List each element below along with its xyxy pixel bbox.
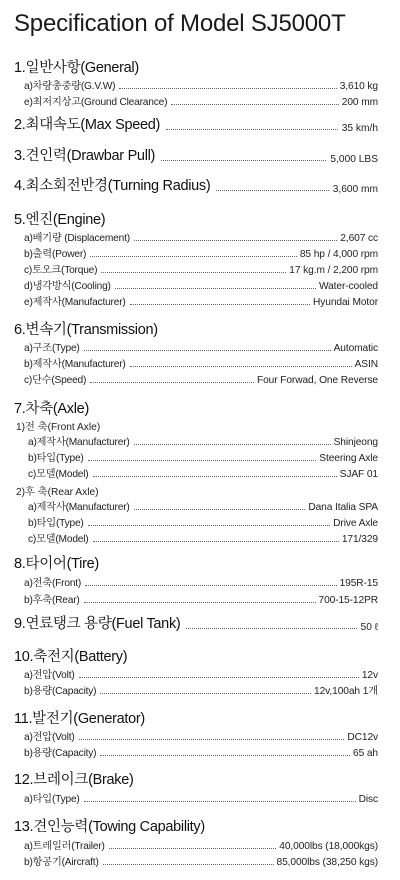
leader-dots	[84, 801, 356, 802]
spec-label: b)타입(Type)	[28, 453, 84, 464]
leader-dots	[90, 382, 254, 383]
spec-value: 3,600 mm	[332, 184, 378, 195]
leader-dots	[84, 350, 331, 351]
leader-dots	[130, 366, 352, 367]
spec-value: 5,000 LBS	[330, 154, 378, 165]
spec-row-front-type	[28, 448, 378, 464]
section-fuel-tank-heading: 9.연료탱크 용량(Fuel Tank)	[14, 616, 181, 632]
spec-label: e)최저지상고(Ground Clearance)	[24, 97, 168, 108]
spec-value: Drive Axle	[333, 518, 378, 529]
leader-dots	[103, 864, 274, 865]
spec-drawbar-pull	[14, 147, 378, 165]
spec-row-tire-front	[24, 573, 378, 589]
page-title: Specification of Model SJ5000T	[14, 10, 346, 37]
spec-label: a)전압(Volt)	[24, 670, 75, 681]
spec-value: 40,000lbs (18,000kgs)	[279, 841, 378, 852]
section-brake-heading: 12.브레이크(Brake)	[14, 772, 134, 788]
spec-row-rear-type	[28, 513, 378, 529]
leader-dots	[100, 755, 350, 756]
spec-row-front-manufacturer	[28, 432, 378, 448]
spec-value: 85,000lbs (38,250 kgs)	[276, 857, 378, 868]
spec-row-front-model	[28, 464, 378, 480]
spec-label: b)항공기(Aircraft)	[24, 857, 99, 868]
leader-dots	[88, 460, 317, 461]
spec-value: Water-cooled	[318, 281, 378, 292]
spec-value: 2,607 cc	[340, 233, 378, 244]
spec-label: b)출력(Power)	[24, 249, 87, 260]
leader-dots	[85, 585, 337, 586]
spec-row-displacement	[24, 228, 378, 244]
spec-label: a)배기량 (Displacement)	[24, 233, 130, 244]
spec-value: 65 ah	[353, 748, 378, 759]
spec-label: a)구조(Type)	[24, 343, 80, 354]
leader-dots	[79, 677, 359, 678]
section-transmission-heading: 6.변속기(Transmission)	[14, 322, 158, 338]
section-axle-heading: 7.차축(Axle)	[14, 401, 89, 417]
spec-label: a)차량총중량(G.V.W)	[24, 81, 116, 92]
spec-label: a)전축(Front)	[24, 578, 82, 589]
spec-row-torque	[24, 260, 378, 276]
leader-dots	[93, 541, 339, 542]
leader-dots	[186, 628, 356, 629]
spec-value: DC12v	[347, 732, 378, 743]
spec-label: e)제작사(Manufacturer)	[24, 297, 126, 308]
spec-value: 700-15-12PR	[318, 595, 378, 606]
spec-value: 50 ℓ	[360, 622, 378, 633]
section-generator-heading: 11.발전기(Generator)	[14, 711, 145, 727]
leader-dots	[115, 288, 316, 289]
axle-rear-label: 2)후 축(Rear Axle)	[16, 487, 99, 498]
section-drawbar-pull-heading: 3.견인력(Drawbar Pull)	[14, 148, 156, 164]
spec-value: Automatic	[333, 343, 378, 354]
axle-front-label: 1)전 축(Front Axle)	[16, 422, 101, 433]
section-turning-radius-heading: 4.최소회전반경(Turning Radius)	[14, 178, 211, 194]
spec-label: a)트레일러(Trailer)	[24, 841, 105, 852]
leader-dots	[134, 240, 337, 241]
spec-row-rear-manufacturer	[28, 497, 378, 513]
section-max-speed-heading: 2.최대속도(Max Speed)	[14, 117, 161, 133]
spec-row-trans-type	[24, 338, 378, 354]
spec-row-brake-type	[24, 789, 378, 805]
spec-value: 17 kg.m / 2,200 rpm	[289, 265, 378, 276]
spec-label: c)토오크(Torque)	[24, 265, 98, 276]
spec-row-tire-rear	[24, 590, 378, 606]
leader-dots	[90, 256, 297, 257]
spec-fuel-tank	[14, 615, 378, 633]
spec-value: Disc	[358, 794, 378, 805]
spec-row-battery-volt	[24, 665, 378, 681]
leader-dots	[161, 160, 326, 161]
spec-value: 12v	[361, 670, 378, 681]
spec-label: b)후축(Rear)	[24, 595, 80, 606]
spec-value: 85 hp / 4,000 rpm	[299, 249, 378, 260]
spec-label: b)타입(Type)	[28, 518, 84, 529]
spec-value: 195R-15	[339, 578, 378, 589]
leader-dots	[79, 739, 345, 740]
spec-row-generator-capacity	[24, 743, 378, 759]
spec-label: a)제작사(Manufacturer)	[28, 502, 130, 513]
spec-value: Steering Axle	[319, 453, 378, 464]
spec-max-speed	[14, 116, 378, 134]
spec-row-trans-speed	[24, 370, 378, 386]
spec-label: b)제작사(Manufacturer)	[24, 359, 126, 370]
spec-row-gvw	[24, 76, 378, 92]
spec-row-cooling	[24, 276, 378, 292]
spec-value: 12v,100ah 1개	[314, 686, 378, 697]
section-general-heading: 1.일반사항(General)	[14, 60, 139, 76]
spec-label: b)용량(Capacity)	[24, 686, 97, 697]
spec-row-ground-clearance	[24, 92, 378, 108]
leader-dots	[109, 848, 277, 849]
spec-row-trans-manufacturer	[24, 354, 378, 370]
spec-turning-radius	[14, 177, 378, 195]
spec-label: d)냉각방식(Cooling)	[24, 281, 111, 292]
spec-value: 35 km/h	[341, 123, 378, 134]
section-tire-heading: 8.타이어(Tire)	[14, 556, 99, 572]
spec-row-towing-trailer	[24, 836, 378, 852]
leader-dots	[119, 88, 336, 89]
spec-label: c)모델(Model)	[28, 469, 89, 480]
spec-row-towing-aircraft	[24, 852, 378, 868]
spec-row-battery-capacity	[24, 681, 378, 697]
section-battery-heading: 10.축전지(Battery)	[14, 649, 128, 665]
spec-row-power	[24, 244, 378, 260]
leader-dots	[134, 509, 306, 510]
spec-value: Hyundai Motor	[313, 297, 378, 308]
leader-dots	[130, 304, 310, 305]
leader-dots	[216, 190, 328, 191]
spec-value: Shinjeong	[333, 437, 378, 448]
leader-dots	[134, 444, 331, 445]
leader-dots	[100, 693, 311, 694]
spec-value: 3,610 kg	[339, 81, 378, 92]
leader-dots	[101, 272, 286, 273]
spec-label: c)모델(Model)	[28, 534, 89, 545]
spec-value: 171/329	[341, 534, 378, 545]
spec-value: Dana Italia SPA	[308, 502, 378, 513]
leader-dots	[166, 129, 338, 130]
leader-dots	[84, 602, 316, 603]
spec-label: b)용량(Capacity)	[24, 748, 97, 759]
spec-value: ASIN	[354, 359, 378, 370]
section-engine-heading: 5.엔진(Engine)	[14, 212, 106, 228]
spec-label: a)타입(Type)	[24, 794, 80, 805]
spec-value: 200 mm	[341, 97, 378, 108]
spec-row-rear-model	[28, 529, 378, 545]
leader-dots	[88, 525, 331, 526]
section-towing-heading: 13.견인능력(Towing Capability)	[14, 819, 205, 835]
spec-label: a)제작사(Manufacturer)	[28, 437, 130, 448]
spec-row-generator-volt	[24, 727, 378, 743]
spec-value: Four Forwad, One Reverse	[256, 375, 378, 386]
spec-label: c)단수(Speed)	[24, 375, 87, 386]
spec-value: SJAF 01	[339, 469, 378, 480]
spec-row-engine-manufacturer	[24, 292, 378, 308]
spec-label: a)전압(Volt)	[24, 732, 75, 743]
leader-dots	[171, 104, 339, 105]
leader-dots	[93, 476, 337, 477]
